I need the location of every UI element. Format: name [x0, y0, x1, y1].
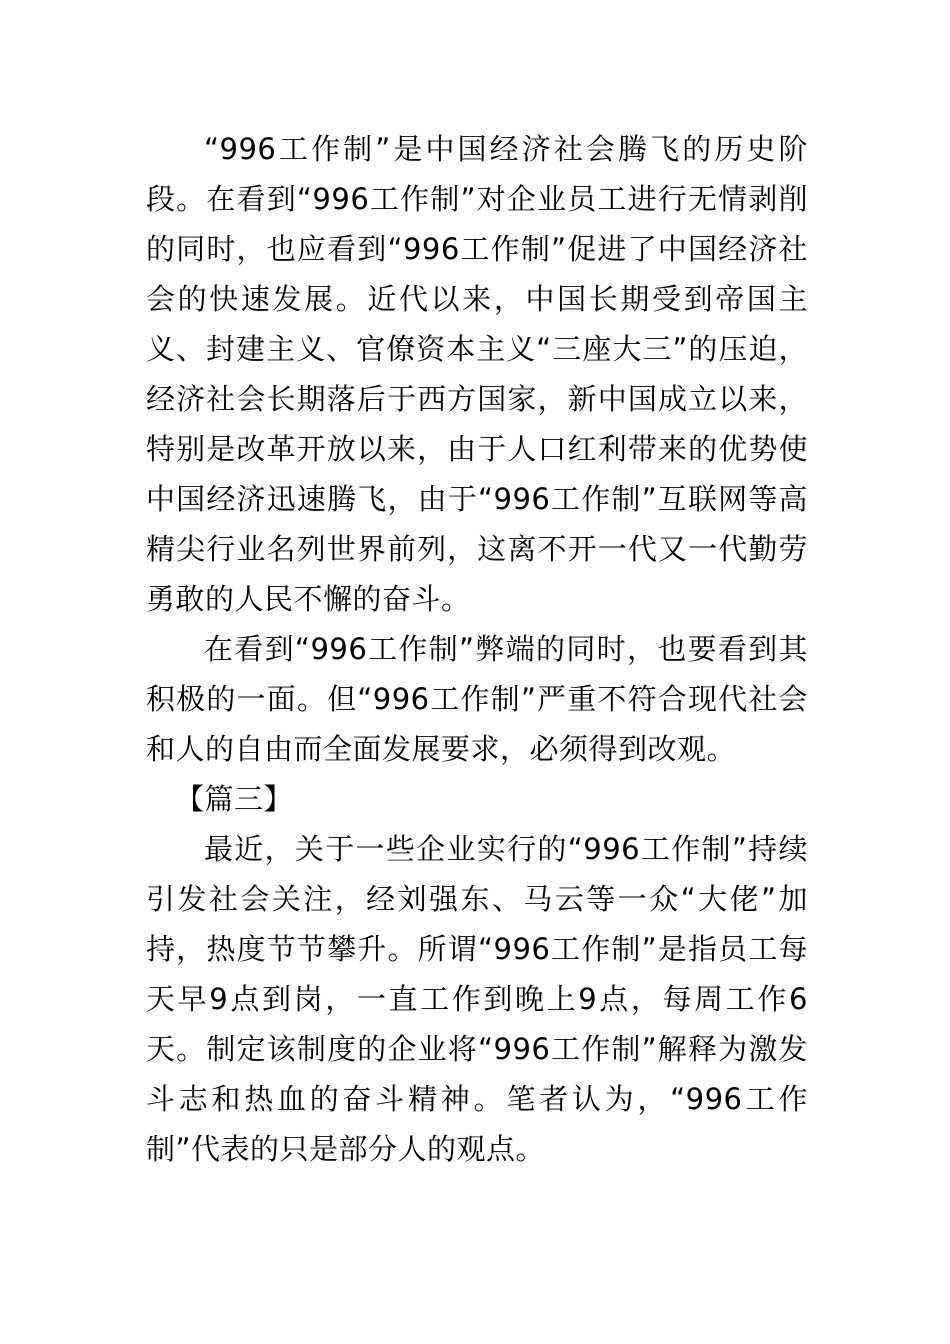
document-body: [146, 124, 808, 1174]
paragraph-2: 在看到“996工作制”弊端的同时，也要看到其积极的一面。但“996工作制”严重不符合现代社会和人的自由而全面发展要求，必须得到改观。: [146, 632, 808, 766]
paragraph-3: 最近，关于一些企业实行的“996工作制”持续引发社会关注，经刘强东、马云等一众“大佬”加持，热度节节攀升。所谓“996工作制”是指员工每天早9点到岗，一直工作到晚上9点，每周工作6天。制定该制度的企业将“996工作制”解释为激发斗志和热血的奋斗精神。笔者认为，“996工作制”代表的只是部分人的观点。: [146, 832, 808, 1166]
paragraph-1: “996工作制”是中国经济社会腾飞的历史阶段。在看到“996工作制”对企业员工进行无情剥削的同时，也应看到“996工作制”促进了中国经济社会的快速发展。近代以来，中国长期受到帝国主义、封建主义、官僚资本主义“三座大三”的压迫，经济社会长期落后于西方国家，新中国成立以来，特别是改革开放以来，由于人口红利带来的优势使中国经济迅速腾飞，由于“996工作制”互联网等高精尖行业名列世界前列，这离不开一代又一代勤劳勇敢的人民不懈的奋斗。: [146, 132, 808, 616]
section-heading: 【篇三】: [175, 782, 294, 816]
